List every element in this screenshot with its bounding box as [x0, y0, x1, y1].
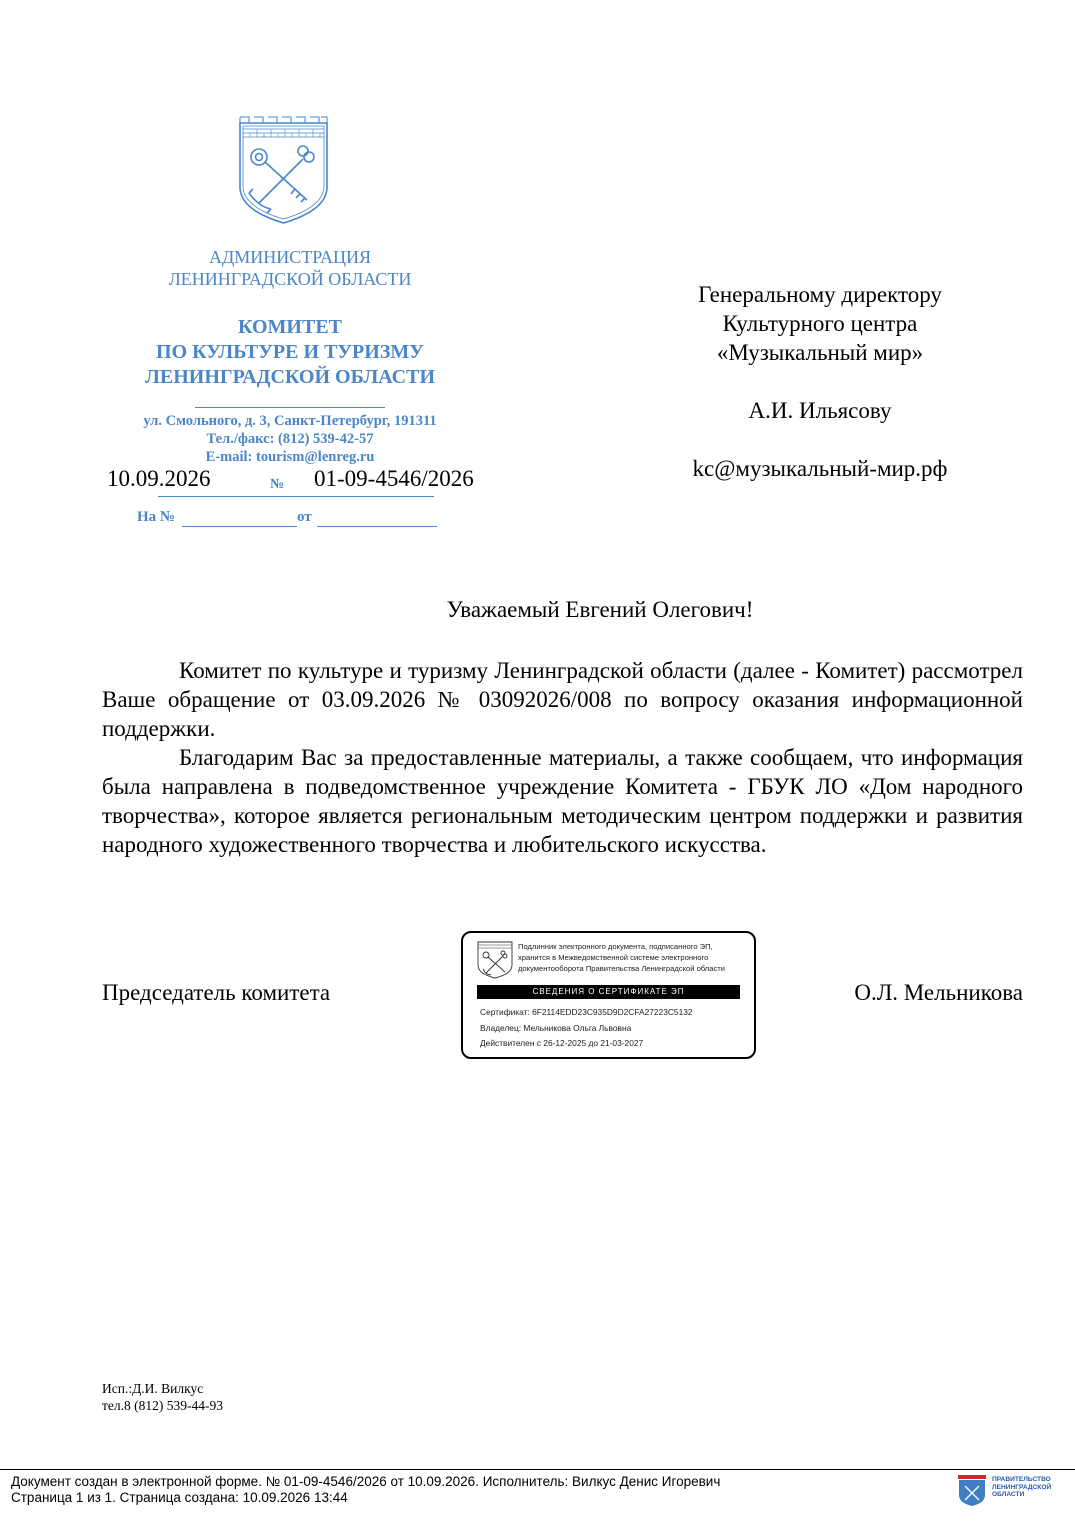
recipient-name: А.И. Ильясову [748, 398, 892, 423]
greeting: Уважаемый Евгений Олегович! [446, 597, 754, 622]
stamp-validity: Действителен с 26-12-2025 до 21-03-2027 [480, 1038, 644, 1048]
registration-number-sign: № [270, 477, 285, 492]
registration-number-underline [288, 496, 434, 497]
executor-phone: тел.8 (812) 539-44-93 [102, 1398, 223, 1413]
committee-title-line2: ПО КУЛЬТУРЕ И ТУРИЗМУ [156, 341, 424, 363]
executor-info [102, 1380, 223, 1414]
admin-title-line1: АДМИНИСТРАЦИЯ [209, 247, 371, 267]
footer-page-info: Страница 1 из 1. Страница создана: 10.09.2026 13:44 [11, 1490, 348, 1505]
footer-document-info: Документ создан в электронной форме. № 01-09-4546/2026 от 10.09.2026. Исполнитель: Вилкус Денис Игоревич [11, 1474, 721, 1489]
reference-number-label: На № [137, 509, 175, 525]
stamp-owner: Владелец: Мельникова Ольга Львовна [480, 1022, 632, 1033]
stamp-certificate-header: СВЕДЕНИЯ О СЕРТИФИКАТЕ ЭП [477, 985, 740, 999]
stamp-note-line1: Подлинник электронного документа, подписанного ЭП, [518, 942, 713, 951]
gov-text-line1: ПРАВИТЕЛЬСТВО [992, 1476, 1051, 1483]
stamp-emblem-icon [477, 939, 513, 979]
recipient-position: Генеральному директору [698, 282, 942, 307]
stamp-certificate-info [480, 1005, 750, 1052]
stamp-note-line3: документооборота Правительства Ленинградской области [518, 964, 725, 973]
recipient-organization: Культурного центра [722, 311, 918, 336]
reference-line [137, 509, 457, 531]
admin-title-line2: ЛЕНИНГРАДСКОЙ ОБЛАСТИ [168, 269, 412, 289]
committee-email: E-mail: tourism@lenreg.ru [205, 449, 375, 465]
stamp-note-line2: хранится в Межведомственной системе электронного [518, 953, 709, 962]
registration-line [100, 466, 500, 500]
reference-number-underline [182, 526, 297, 527]
coat-of-arms-emblem [237, 115, 330, 225]
recipient-email: kc@музыкальный-мир.рф [692, 456, 948, 481]
signer-position: Председатель комитета [102, 980, 331, 1005]
government-emblem-icon [958, 1475, 986, 1507]
committee-title-line3: ЛЕНИНГРАДСКОЙ ОБЛАСТИ [144, 366, 436, 388]
gov-text-line3: ОБЛАСТИ [992, 1491, 1025, 1499]
gov-text-line2: ЛЕНИНГРАДСКОЙ [992, 1483, 1052, 1491]
stamp-certificate-number: Сертификат: 6F2114EDD23C935D9D2CFA27223C5132 [480, 1007, 693, 1017]
signer-name: О.Л. Мельникова [854, 980, 1023, 1005]
registration-number: 01-09-4546/2026 [314, 466, 474, 491]
recipient-organization-name: «Музыкальный мир» [716, 340, 924, 365]
government-logo-text [992, 1476, 1051, 1499]
government-logo [958, 1475, 1058, 1507]
reference-date-label: от [297, 509, 312, 525]
stamp-note [518, 941, 753, 974]
header-divider [195, 407, 385, 408]
body-paragraph-1: Комитет по культуре и туризму Ленинградской области (далее - Комитет) рассмотрел Ваше обращение от 03.09.2026 № 03092026/008 по вопросу оказания информационной поддержки. [102, 658, 1023, 741]
registration-date: 10.09.2026 [107, 466, 211, 491]
executor-name: Исп.:Д.И. Вилкус [102, 1381, 204, 1396]
footer-divider [0, 1469, 1075, 1470]
committee-phone: Тел./факс: (812) 539-42-57 [206, 431, 374, 447]
committee-title-line1: КОМИТЕТ [237, 316, 342, 338]
reference-date-underline [317, 526, 437, 527]
footer-text [11, 1474, 720, 1506]
committee-address: ул. Смольного, д. 3, Санкт-Петербург, 191311 [143, 413, 437, 429]
e-signature-stamp [461, 931, 756, 1059]
body-paragraph-2: Благодарим Вас за предоставленные материалы, а также сообщаем, что информация была направлена в подведомственное учреждение Комитета - ГБУК ЛО «Дом народного творчества», которое является региональным методическим центром поддержки и развития народного художественного творчества и любительского искусства. [102, 745, 1023, 857]
